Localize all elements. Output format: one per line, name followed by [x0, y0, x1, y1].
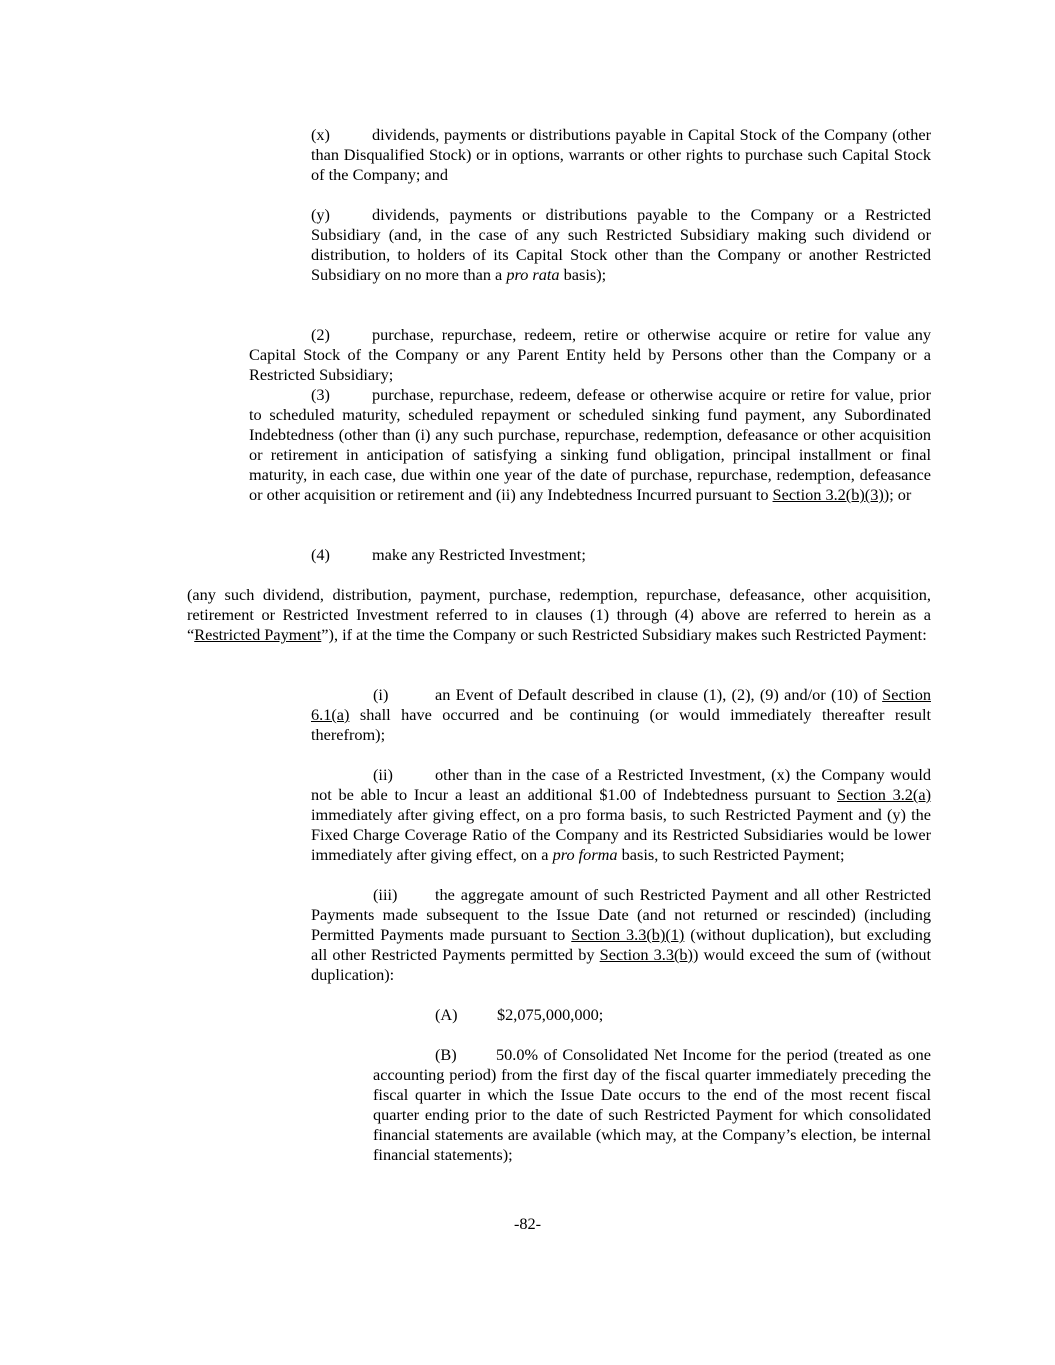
- clause-label: (A): [435, 1005, 458, 1024]
- clause-text: make any Restricted Investment;: [372, 545, 586, 564]
- clause-text: ); or: [883, 485, 912, 504]
- section-reference-link[interactable]: Section 3.2(b)(3): [772, 485, 884, 504]
- page-number: -82-: [513, 1214, 542, 1233]
- clause-text: other than in the case of a Restricted Investment, (x) the Company would not be able to Incur a least an additional $1.00 of Indebtedness pursuant to: [311, 765, 931, 804]
- clause-text: $2,075,000,000;: [497, 1005, 604, 1024]
- clause-A: [435, 1005, 931, 1025]
- section-reference-link[interactable]: Section 3.2(a): [837, 785, 932, 804]
- clause-label: (B): [435, 1045, 457, 1064]
- section-reference-link[interactable]: Section 3.3(b)(1): [571, 925, 685, 944]
- clause-text: shall have occurred and be continuing (or would immediately thereafter result therefrom);: [311, 705, 931, 744]
- clause-iii: [311, 885, 931, 985]
- italic-term: pro forma: [552, 845, 618, 864]
- clause-label: (2): [311, 325, 330, 344]
- clause-label: (y): [311, 205, 330, 224]
- defined-term: Restricted Payment: [194, 625, 322, 644]
- clause-text: purchase, repurchase, redeem, retire or otherwise acquire or retire for value any Capital Stock of the Company or any Parent Entity held by Persons other than the Company or a Restricted Subsidiary;: [249, 325, 931, 384]
- clause-2: [249, 325, 931, 385]
- clause-label: (ii): [373, 765, 393, 784]
- clause-text: 50.0% of Consolidated Net Income for the period (treated as one accounting period) from the first day of the fiscal quarter immediately preceding the fiscal quarter in which the Issue Date occurs to the end of the most recent fiscal quarter ending prior to the date of such Restricted Payment for which consolidated financial statements are available (which may, at the Company’s election, be internal financial statements);: [373, 1045, 931, 1164]
- clause-label: (iii): [373, 885, 398, 904]
- clause-label: (3): [311, 385, 330, 404]
- italic-term: pro rata: [506, 265, 560, 284]
- clause-text: dividends, payments or distributions payable in Capital Stock of the Company (other than Disqualified Stock) or in options, warrants or other rights to purchase such Capital Stock of the Company; and: [311, 125, 931, 184]
- clause-text: purchase, repurchase, redeem, defease or otherwise acquire or retire for value, prior to scheduled maturity, scheduled repayment or scheduled sinking fund payment, any Subordinated Indebtedness (other than (i) any such purchase, repurchase, redemption, defeasance or other acquisition or retirement in anticipation of satisfying a sinking fund obligation, principal installment or final maturity, in each case, due within one year of the date of purchase, repurchase, redemption, defeasance or other acquisition or retirement and (ii) any Indebtedness Incurred pursuant to: [249, 385, 931, 504]
- clause-text: immediately after giving effect, on a pro forma basis, to such Restricted Payment and (y) the Fixed Charge Coverage Ratio of the Company and its Restricted Subsidiaries would be lower immediately after giving effect, on a: [311, 805, 931, 864]
- clause-label: (x): [311, 125, 330, 144]
- restricted-payment-definition: [187, 585, 931, 645]
- clause-text: dividends, payments or distributions payable to the Company or a Restricted Subsidiary (and, in the case of any such Restricted Subsidiary making such dividend or distribution, to holders of its Capital Stock other than the Company or another Restricted Subsidiary on no more than a: [311, 205, 931, 284]
- clause-text: basis);: [559, 265, 607, 284]
- clause-3: [249, 385, 931, 505]
- clause-text: an Event of Default described in clause (1), (2), (9) and/or (10) of: [435, 685, 883, 704]
- clause-B: [373, 1045, 931, 1165]
- clause-ii: [311, 765, 931, 865]
- clause-4: [311, 545, 931, 565]
- clause-x: [311, 125, 931, 185]
- clause-i: [311, 685, 931, 745]
- section-reference-link[interactable]: Section 6.1(a): [311, 685, 931, 724]
- clause-text: the aggregate amount of such Restricted Payment and all other Restricted Payments made subsequent to the Issue Date (and not returned or rescinded) (including Permitted Payments made pursuant to: [311, 885, 931, 944]
- clause-text: basis, to such Restricted Payment;: [617, 845, 845, 864]
- clause-text: (without duplication), but excluding all other Restricted Payments permitted by: [311, 925, 931, 964]
- clause-y: [311, 205, 931, 285]
- section-reference-link[interactable]: Section 3.3(b): [599, 945, 693, 964]
- clause-label: (4): [311, 545, 330, 564]
- clause-text: ”), if at the time the Company or such Restricted Subsidiary makes such Restricted Payment:: [321, 625, 927, 644]
- clause-text: (any such dividend, distribution, payment, purchase, redemption, repurchase, defeasance, other acquisition, retirement or Restricted Investment referred to in clauses (1) through (4) above are referred to herein as a “: [187, 585, 931, 644]
- clause-text: ) would exceed the sum of (without duplication):: [311, 945, 931, 984]
- clause-label: (i): [373, 685, 389, 704]
